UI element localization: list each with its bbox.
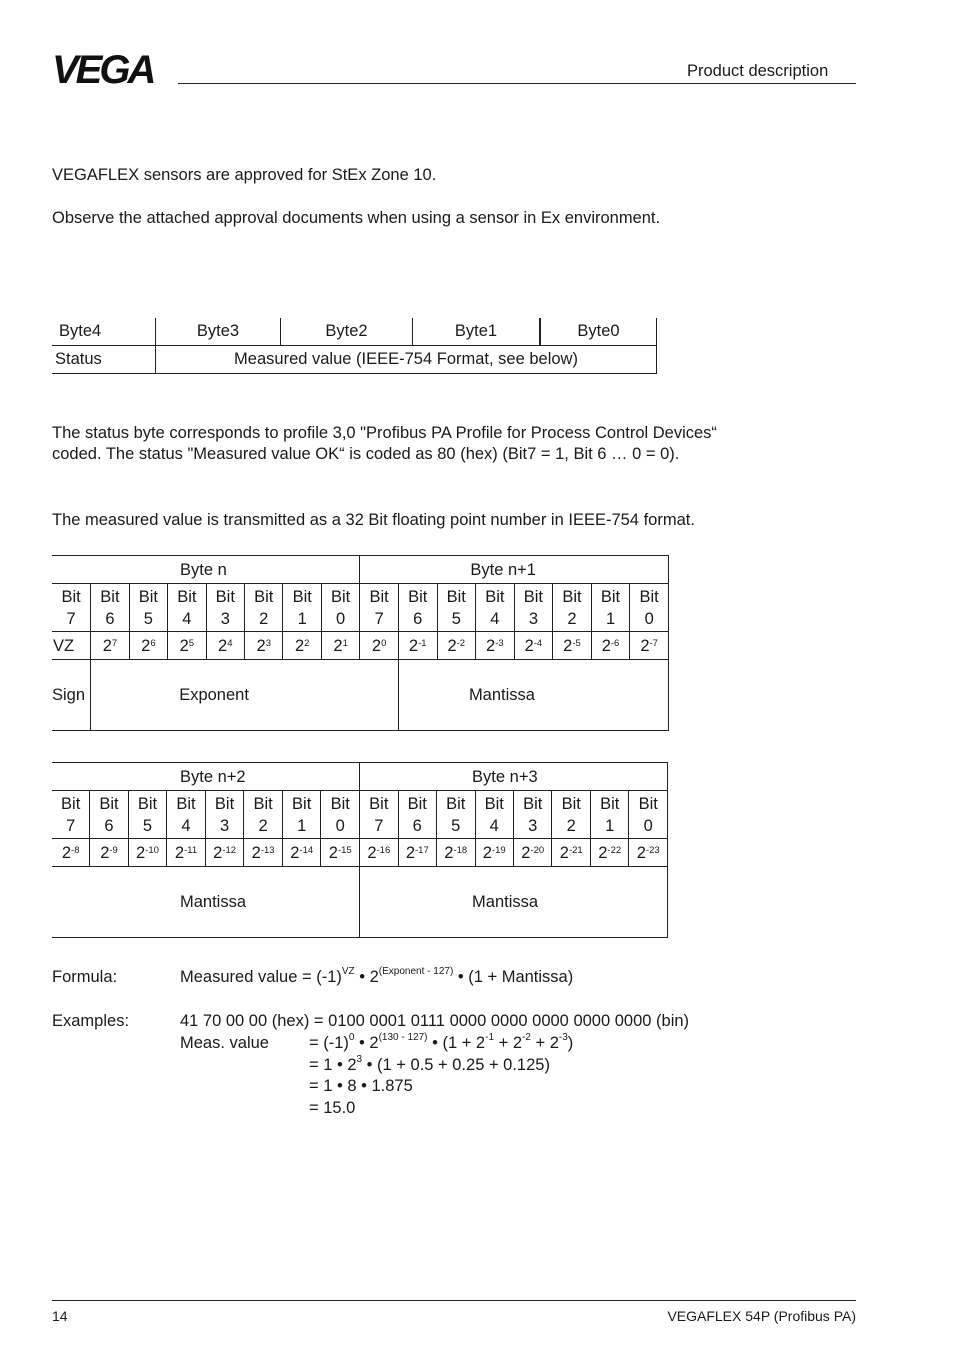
power-cell: $2^{-14}$ (282, 839, 321, 867)
example-line-2: = $(-1)^0$ • 2$^{(130 - 127)}$ • $(1 + 2^{-1} + 2^{-2} + 2^{-3})$ (309, 1032, 574, 1052)
bit-cell: Bit 2 (553, 584, 592, 632)
intro-paragraph-1: VEGAFLEX sensors are approved for StEx Zone 10. (52, 166, 437, 184)
bit-cell: Bit 7 (61, 587, 81, 628)
logo-text: VEGA (52, 50, 154, 90)
power-cell: $2^{-21}$ (552, 839, 590, 867)
bit-cell: Bit 6 (90, 791, 128, 839)
mantissa-cell: Mantissa (398, 660, 668, 731)
vega-logo (52, 50, 168, 90)
power-cell: $2^{-23}$ (629, 839, 668, 867)
bit-cell: Bit 4 (476, 584, 515, 632)
byte-n2-header: Byte n+2 (180, 767, 246, 786)
bit-cell: Bit 5 (128, 791, 167, 839)
bit-cell: Bit 0 (321, 584, 359, 632)
power-cell: $2^4$ (206, 632, 244, 660)
page-number: 14 (52, 1308, 68, 1324)
power-cell: $2^{-1}$ (398, 632, 437, 660)
power-cell: $2^7$ (91, 632, 129, 660)
bit-number-row (52, 584, 669, 632)
mantissa-right-cell: Mantissa (360, 867, 668, 938)
power-cell: $2^{-17}$ (398, 839, 436, 867)
byte4-header: Byte4 (59, 322, 102, 340)
mantissa-left-cell: Mantissa (180, 893, 247, 911)
bit-cell: Bit 4 (167, 791, 206, 839)
bit-cell: Bit 4 (475, 791, 513, 839)
bit-cell: Bit 3 (205, 791, 244, 839)
meas-value-label: Meas. value (180, 1034, 269, 1052)
power-cell: $2^{-9}$ (90, 839, 128, 867)
power-cell: $2^{-18}$ (437, 839, 475, 867)
power-cell: $2^{-13}$ (244, 839, 283, 867)
footer-rule (52, 1300, 856, 1301)
power-cell: $2^{-20}$ (513, 839, 551, 867)
bit-cell: Bit 0 (629, 791, 668, 839)
formula-label: Formula: (52, 968, 118, 986)
exponent-cell: Exponent (91, 660, 399, 731)
bit-cell: Bit 7 (61, 794, 81, 835)
bit-table-bytes-n2 (52, 762, 668, 938)
byte1-header: Byte1 (413, 318, 541, 346)
byte0-header: Byte0 (540, 318, 657, 346)
byte-n1-header: Byte n+1 (360, 556, 669, 584)
power-cell: $2^{-6}$ (591, 632, 630, 660)
power-cell: $2^{-22}$ (590, 839, 628, 867)
power-cell: $2^{-19}$ (475, 839, 513, 867)
bit-cell: Bit 7 (360, 791, 398, 839)
power-cell: $2^0$ (360, 632, 399, 660)
power-row (52, 632, 669, 660)
power-cell: $2^{-8}$ (61, 843, 80, 862)
power-cell: $2^{-7}$ (630, 632, 669, 660)
example-line-5: = 15.0 (309, 1099, 356, 1117)
power-cell: $2^1$ (321, 632, 359, 660)
bit-cell: Bit 0 (321, 791, 360, 839)
power-cell: $2^{-16}$ (360, 839, 398, 867)
bit-number-row (52, 791, 668, 839)
power-cell: $2^{-3}$ (476, 632, 515, 660)
bit-cell: Bit 1 (590, 791, 628, 839)
sign-cell: Sign (52, 686, 86, 704)
measured-value-cell: Measured value (IEEE-754 Format, see below) (156, 346, 657, 374)
bit-cell: Bit 6 (398, 791, 436, 839)
power-cell: $2^{-11}$ (167, 839, 206, 867)
bit-cell: Bit 1 (591, 584, 630, 632)
power-cell: $2^{-5}$ (553, 632, 592, 660)
power-row (52, 839, 668, 867)
power-cell: $2^{-15}$ (321, 839, 360, 867)
example-line-3: = 1 • $2^3$ • (1 + 0.5 + 0.25 + 0.125) (309, 1054, 550, 1074)
bit-cell: Bit 2 (245, 584, 283, 632)
power-cell: $2^{-4}$ (514, 632, 553, 660)
bit-cell: Bit 2 (244, 791, 283, 839)
product-name: VEGAFLEX 54P (Profibus PA) (667, 1308, 856, 1324)
measured-value-description: The measured value is transmitted as a 32 Bit floating point number in IEEE-754 format. (52, 511, 695, 529)
bit-cell: Bit 6 (91, 584, 129, 632)
bit-cell: Bit 3 (514, 584, 553, 632)
byte3-header: Byte3 (156, 318, 281, 346)
byte-table (52, 318, 657, 374)
byte-n3-header: Byte n+3 (360, 763, 668, 791)
byte2-header: Byte2 (281, 318, 413, 346)
bit-cell: Bit 5 (437, 584, 476, 632)
bit-cell: Bit 3 (206, 584, 244, 632)
power-cell: $2^{-12}$ (205, 839, 244, 867)
power-cell: $2^3$ (245, 632, 283, 660)
bit-cell: Bit 7 (360, 584, 399, 632)
bit-cell: Bit 1 (282, 791, 321, 839)
status-cell: Status (55, 350, 102, 368)
bit-cell: Bit 1 (283, 584, 321, 632)
bit-cell: Bit 2 (552, 791, 590, 839)
formula-expression: Measured value = $(-1)^{VZ}$ • $2^{(Exponent - 127)}$ • (1 + Mantissa) (180, 966, 574, 986)
bit-cell: Bit 6 (398, 584, 437, 632)
byte-n-header: Byte n (180, 560, 227, 579)
power-cell: $2^{-10}$ (128, 839, 167, 867)
bit-cell: Bit 5 (129, 584, 167, 632)
example-hex-line: 41 70 00 00 (hex) = 0100 0001 0111 0000 0000 0000 0000 0000 (bin) (180, 1012, 690, 1030)
bit-table-bytes-n (52, 555, 669, 731)
bit-cell: Bit 0 (630, 584, 669, 632)
bit-cell: Bit 5 (437, 791, 475, 839)
intro-paragraph-2: Observe the attached approval documents when using a sensor in Ex environment. (52, 209, 661, 227)
power-cell: $2^6$ (129, 632, 167, 660)
bit-cell: Bit 3 (513, 791, 551, 839)
power-cell: $2^{-2}$ (437, 632, 476, 660)
power-cell: $2^5$ (168, 632, 206, 660)
examples-label: Examples: (52, 1012, 130, 1030)
status-text-line-1: The status byte corresponds to profile 3,0 "Profibus PA Profile for Process Control Devices“ (52, 424, 717, 442)
vz-cell: VZ (53, 636, 75, 655)
status-text-line-2: coded. The status "Measured value OK“ is coded as 80 (hex) (Bit7 = 1, Bit 6 … 0 = 0). (52, 445, 680, 463)
bit-cell: Bit 4 (168, 584, 206, 632)
section-title: Product description (687, 62, 829, 80)
header-rule (178, 83, 856, 84)
example-line-4: = 1 • 8 • 1.875 (309, 1077, 413, 1095)
power-cell: $2^2$ (283, 632, 321, 660)
